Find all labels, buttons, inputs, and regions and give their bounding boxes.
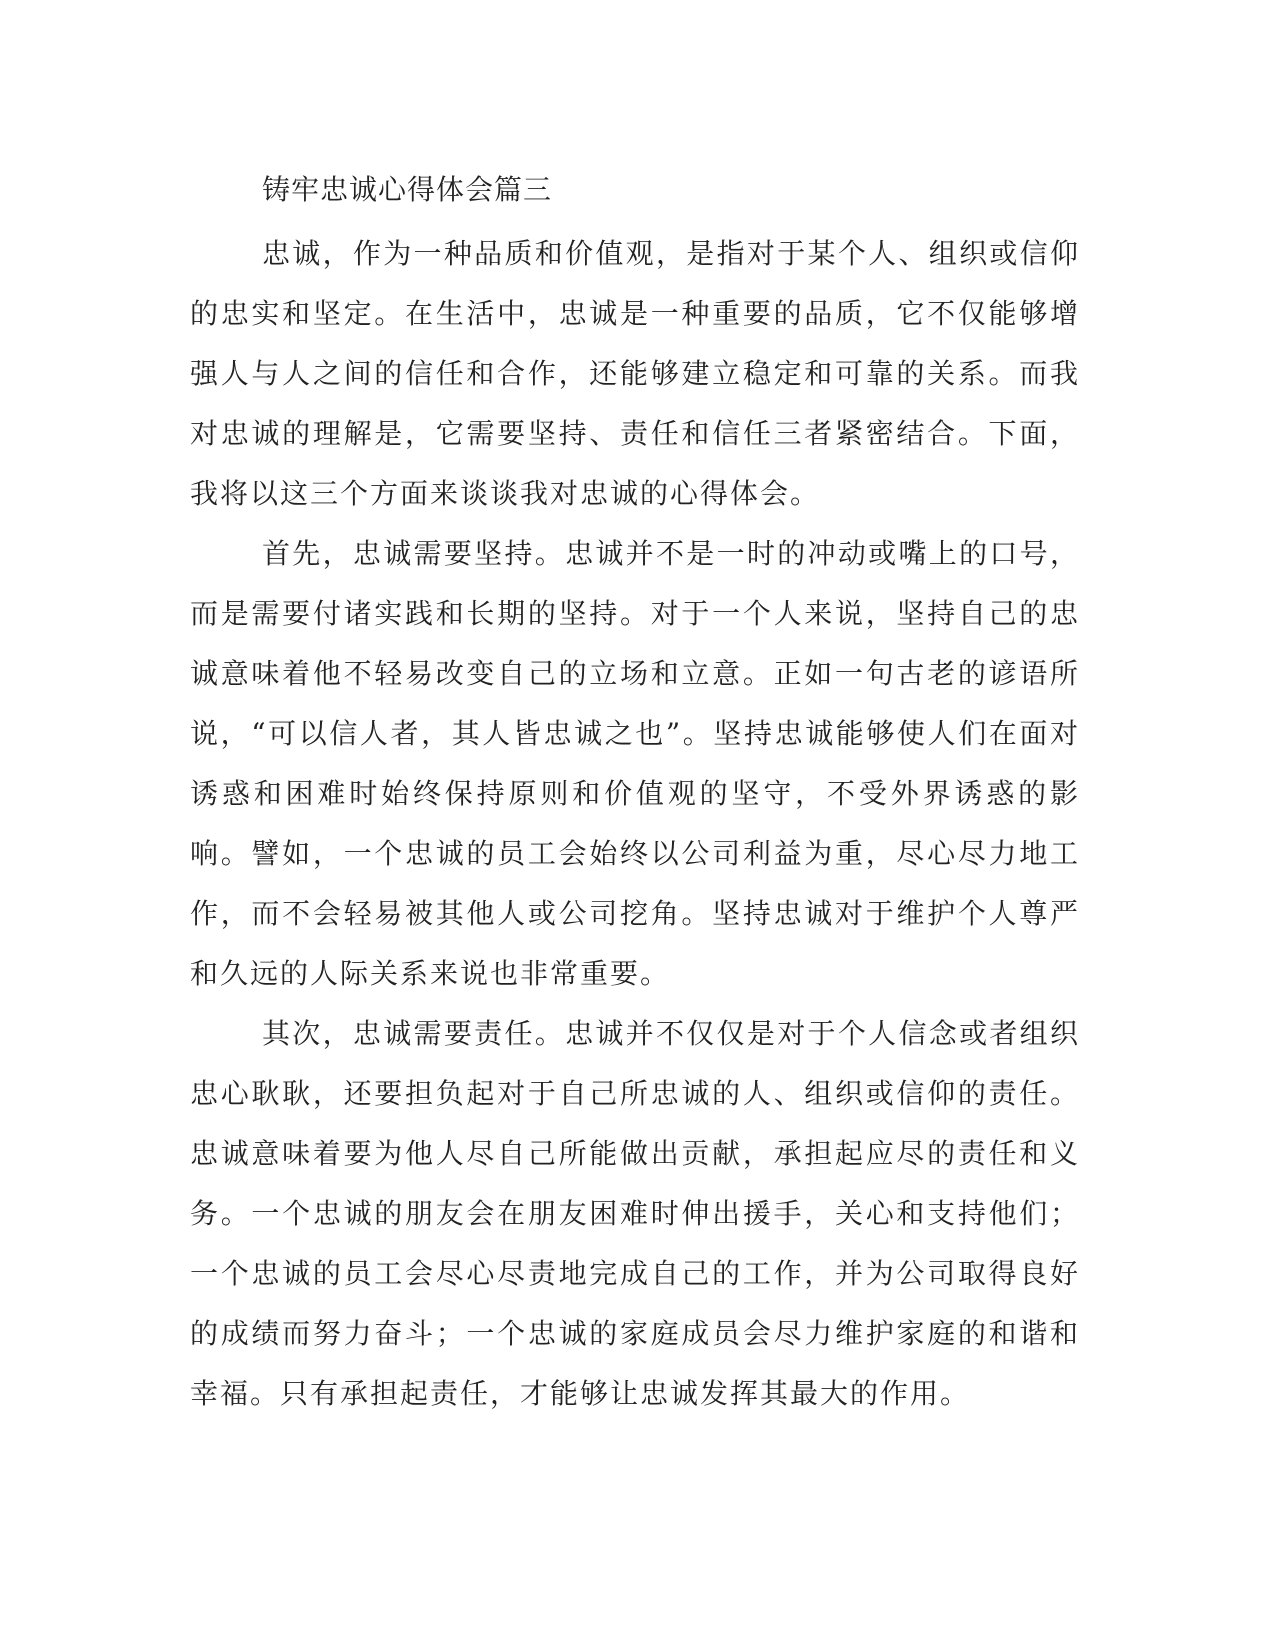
paragraph-intro: 忠诚，作为一种品质和价值观，是指对于某个人、组织或信仰的忠实和坚定。在生活中，忠诚是一种重要的品质，它不仅能够增强人与人之间的信任和合作，还能够建立稳定和可靠的关系。而我对忠诚的理解是，它需要坚持、责任和信任三者紧密结合。下面，我将以这三个方面来谈谈我对忠诚的心得体会。 — [190, 237, 1080, 510]
document-title: 铸牢忠诚心得体会篇三 — [262, 173, 553, 206]
paragraph-responsibility: 其次，忠诚需要责任。忠诚并不仅仅是对于个人信念或者组织忠心耿耿，还要担负起对于自己所忠诚的人、组织或信仰的责任。忠诚意味着要为他人尽自己所能做出贡献，承担起应尽的责任和义务。一个忠诚的朋友会在朋友困难时伸出援手，关心和支持他们；一个忠诚的员工会尽心尽责地完成自己的工作，并为公司取得良好的成绩而努力奋斗；一个忠诚的家庭成员会尽力维护家庭的和谐和幸福。只有承担起责任，才能够让忠诚发挥其最大的作用。 — [190, 1017, 1080, 1410]
document-body — [190, 160, 1080, 1424]
paragraph-persistence: 首先，忠诚需要坚持。忠诚并不是一时的冲动或嘴上的口号，而是需要付诸实践和长期的坚持。对于一个人来说，坚持自己的忠诚意味着他不轻易改变自己的立场和立意。正如一句古老的谚语所说，“可以信人者，其人皆忠诚之也”。坚持忠诚能够使人们在面对诱惑和困难时始终保持原则和价值观的坚守，不受外界诱惑的影响。譬如，一个忠诚的员工会始终以公司利益为重，尽心尽力地工作，而不会轻易被其他人或公司挖角。坚持忠诚对于维护个人尊严和久远的人际关系来说也非常重要。 — [190, 537, 1080, 990]
